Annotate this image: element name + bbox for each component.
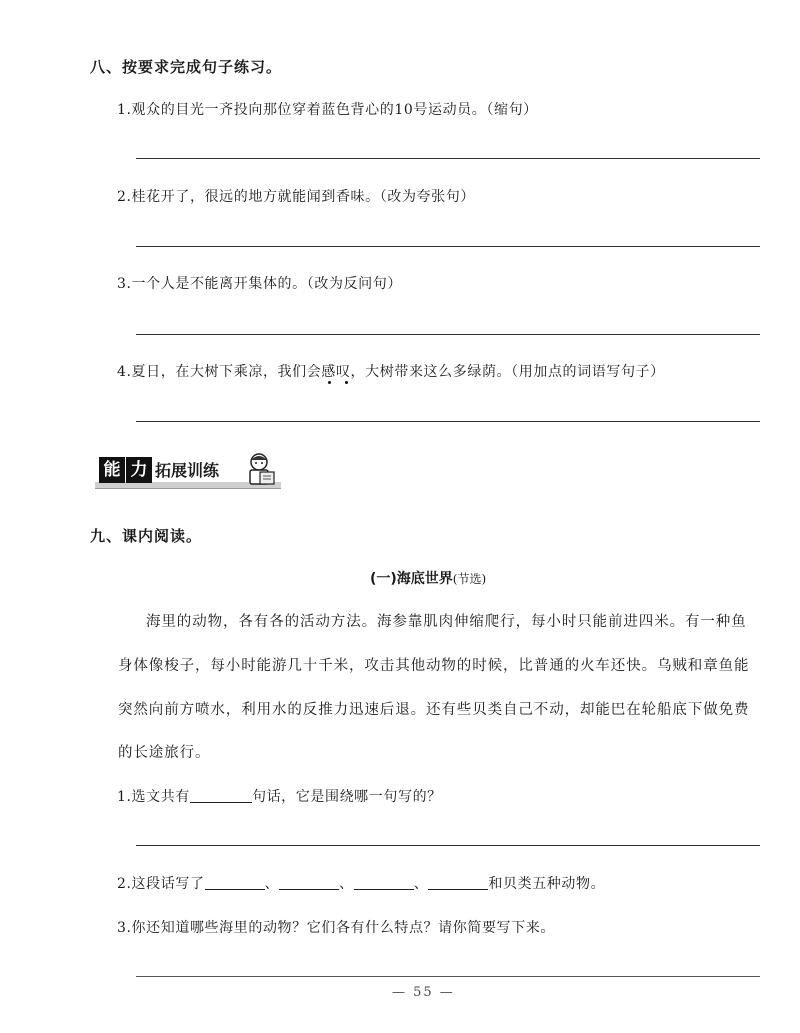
question-8-2: 2.桂花开了，很远的地方就能闻到香味。（改为夸张句） — [117, 189, 475, 205]
section-9-heading: 九、课内阅读。 — [90, 527, 203, 545]
page-number: — 55 — — [392, 985, 455, 1000]
passage-line-1: 海里的动物，各有各的活动方法。海参靠肌肉伸缩爬行，每小时只能前进四米。有一种鱼 — [146, 614, 747, 630]
question-8-3: 3.一个人是不能离开集体的。（改为反问句） — [117, 276, 402, 292]
separator: 、 — [264, 876, 280, 892]
answer-line-9-1[interactable] — [136, 845, 760, 846]
emphasis-dot — [328, 381, 331, 384]
blank-animal-4[interactable] — [428, 875, 488, 890]
answer-line-8-1[interactable] — [136, 158, 760, 159]
answer-line-9-3[interactable] — [136, 976, 760, 977]
blank-animal-2[interactable] — [279, 875, 339, 890]
passage-title: (一)海底世界 — [370, 571, 453, 587]
student-reading-icon — [245, 452, 279, 490]
question-9-3: 3.你还知道哪些海里的动物？它们各有什么特点？请你简要写下来。 — [117, 920, 555, 936]
separator: 、 — [413, 876, 429, 892]
question-9-1-suffix: 句话，它是围绕哪一句写的？ — [251, 789, 442, 805]
banner-char-1: 能 — [99, 457, 125, 483]
answer-line-8-4[interactable] — [136, 421, 760, 422]
question-9-2-suffix: 和贝类五种动物。 — [488, 876, 606, 892]
separator: 、 — [339, 876, 354, 892]
banner-text: 拓展训练 — [155, 461, 220, 480]
section-8-heading: 八、按要求完成句子练习。 — [90, 58, 283, 76]
blank-animal-1[interactable] — [205, 875, 265, 890]
passage-line-2: 身体像梭子，每小时能游几十千米，攻击其他动物的时候，比普通的火车还快。乌贼和章鱼能 — [118, 658, 750, 674]
question-9-2 — [117, 873, 605, 893]
passage-note: (节选) — [452, 572, 487, 586]
answer-line-8-3[interactable] — [136, 334, 760, 335]
passage-title-block — [370, 568, 486, 588]
passage-line-3: 突然向前方喷水，利用水的反推力迅速后退。还有些贝类自己不动，却能巴在轮船底下做免费 — [118, 702, 750, 718]
ability-banner — [95, 452, 281, 492]
question-9-1 — [117, 786, 442, 806]
blank-animal-3[interactable] — [354, 875, 414, 890]
passage-line-4: 的长途旅行。 — [118, 745, 211, 761]
blank-sentence-count[interactable] — [190, 788, 252, 803]
emphasis-dot — [345, 381, 348, 384]
question-8-1: 1.观众的目光一齐投向那位穿着蓝色背心的10号运动员。（缩句） — [117, 102, 538, 118]
question-8-4: 4.夏日，在大树下乘凉，我们会感叹，大树带来这么多绿荫。（用加点的词语写句子） — [117, 364, 665, 380]
question-9-2-prefix: 2.这段话写了 — [117, 876, 205, 892]
answer-line-8-2[interactable] — [136, 246, 760, 247]
question-9-1-prefix: 1.选文共有 — [117, 789, 190, 805]
banner-char-2: 力 — [126, 457, 152, 483]
